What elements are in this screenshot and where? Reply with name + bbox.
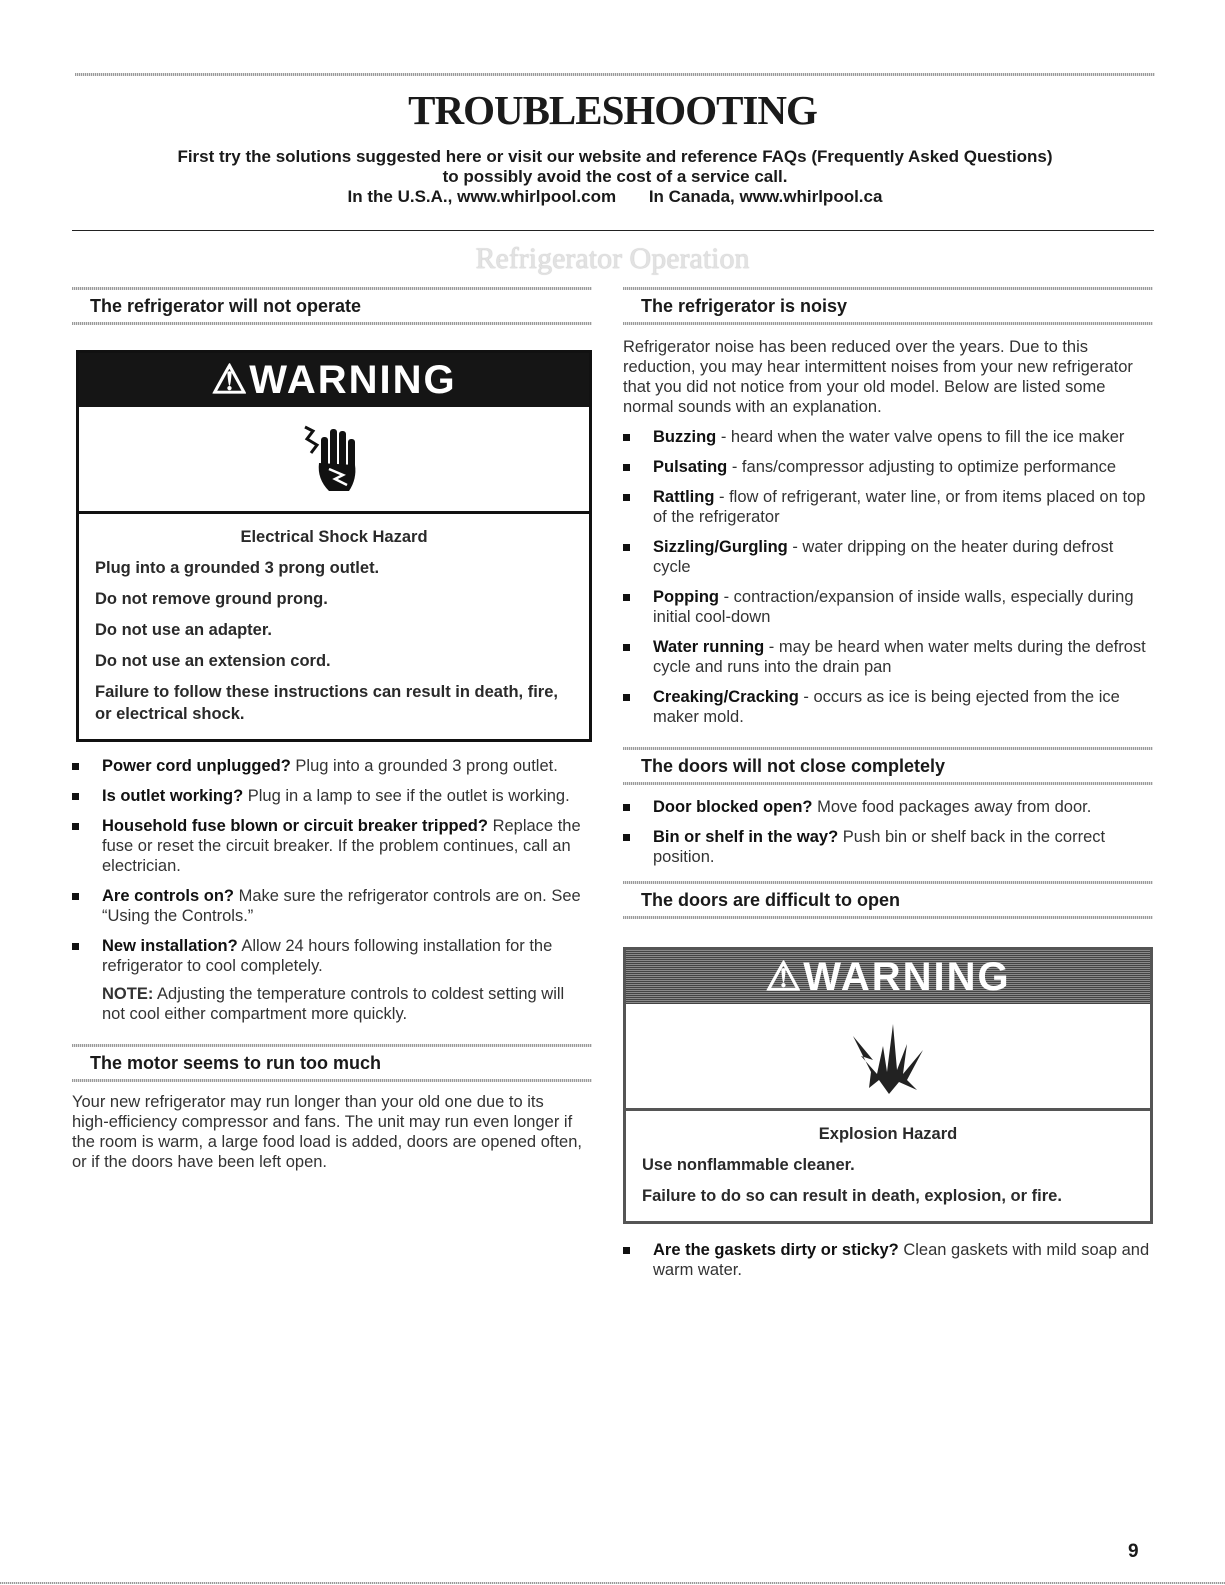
item-answer: - contraction/expansion of inside walls, especially during initial cool-down (653, 588, 1134, 626)
item-answer: Plug into a grounded 3 prong outlet. (290, 757, 558, 775)
canada-website: In Canada, www.whirlpool.ca (648, 187, 883, 206)
list-item (72, 816, 584, 876)
list-item (623, 537, 1153, 577)
warning-label: ⚠WARNING (79, 353, 589, 407)
item-question: Water running (653, 638, 765, 656)
section-title: Refrigerator Operation (475, 242, 750, 275)
hatch-rule (623, 782, 1153, 785)
usa-website: In the U.S.A., www.whirlpool.com (347, 187, 617, 206)
list-item (72, 936, 584, 976)
item-answer: - may be heard when water melts during the defrost cycle and runs into the drain pan (653, 638, 1146, 676)
top-hatched-rule (75, 73, 1155, 76)
item-question: Are the gaskets dirty or sticky? (653, 1241, 899, 1259)
list-item (72, 886, 584, 926)
list-item (72, 756, 584, 776)
warning-line: Plug into a grounded 3 prong outlet. (95, 559, 380, 577)
item-answer: Push bin or shelf back in the correct position. (653, 828, 1106, 866)
item-question: Creaking/Cracking (653, 688, 799, 706)
list-item (623, 637, 1153, 677)
intro-line-2: to possibly avoid the cost of a service call. (442, 167, 788, 186)
warning-line: Do not remove ground prong. (95, 590, 328, 608)
left-column (72, 287, 592, 1172)
list-item (623, 427, 1153, 447)
item-answer: Plug in a lamp to see if the outlet is working. (243, 787, 570, 805)
intro-line-1: First try the solutions suggested here or visit our website and reference FAQs (Frequently Asked Questions) (177, 147, 1053, 166)
note-label: NOTE: (102, 985, 154, 1003)
warning-line: Use nonflammable cleaner. (642, 1156, 855, 1174)
item-answer: - flow of refrigerant, water line, or from items placed on top of the refrigerator (653, 488, 1146, 526)
item-question: Is outlet working? (102, 787, 244, 805)
list-item (623, 1240, 1153, 1280)
heading-doors-close (623, 747, 1153, 785)
electrical-shock-hand-icon (299, 419, 369, 499)
doors-open-list (623, 1240, 1153, 1280)
page-title: TROUBLESHOOTING (408, 87, 817, 133)
warning-icon-area (626, 1004, 1150, 1111)
item-answer: Allow 24 hours following installation for the refrigerator to cool completely. (102, 937, 553, 975)
item-question: Are controls on? (102, 887, 235, 905)
hatch-rule (623, 916, 1153, 919)
hazard-title: Explosion Hazard (818, 1125, 958, 1143)
list-item (623, 587, 1153, 627)
hatch-rule (72, 322, 592, 325)
hatch-rule (623, 322, 1153, 325)
item-question: Bin or shelf in the way? (653, 828, 839, 846)
hatch-rule (72, 1079, 592, 1082)
list-item (623, 487, 1153, 527)
item-answer: Move food packages away from door. (812, 798, 1092, 816)
warning-line: Failure to follow these instructions can result in death, fire, or electrical shock. (95, 683, 558, 723)
list-item (623, 797, 1153, 817)
section-rule (72, 230, 1154, 231)
explosion-icon (843, 1016, 933, 1096)
item-question: Popping (653, 588, 719, 606)
heading-text: The doors are difficult to open (641, 890, 901, 910)
explosion-warning-box (623, 947, 1153, 1224)
intro-text (75, 147, 1155, 207)
item-question: Pulsating (653, 458, 728, 476)
warning-icon-area (79, 407, 589, 514)
noisy-intro: Refrigerator noise has been reduced over the years. Due to this reduction, you may hear intermittent noises from your new refrigerator that you did not notice from your old model. Below are listed some normal sounds with an explanation. (623, 338, 1133, 416)
page-number: 9 (1128, 1541, 1139, 1562)
heading-not-operate (72, 287, 592, 325)
warning-line: Do not use an extension cord. (95, 652, 331, 670)
heading-doors-open (623, 881, 1153, 919)
item-answer: Replace the fuse or reset the circuit breaker. If the problem continues, call an electrician. (102, 817, 581, 875)
note (102, 984, 592, 1024)
hazard-title: Electrical Shock Hazard (240, 528, 428, 546)
heading-noisy (623, 287, 1153, 325)
list-item (623, 457, 1153, 477)
heading-text: The doors will not close completely (641, 756, 946, 776)
item-question: New installation? (102, 937, 238, 955)
heading-text: The refrigerator is noisy (641, 296, 848, 316)
noisy-list (623, 427, 1153, 727)
item-answer: Make sure the refrigerator controls are on. See “Using the Controls.” (102, 887, 581, 925)
electrical-warning-box (76, 350, 592, 742)
item-question: Household fuse blown or circuit breaker tripped? (102, 817, 488, 835)
list-item (623, 687, 1153, 727)
item-answer: - heard when the water valve opens to fill the ice maker (716, 428, 1125, 446)
doors-close-list (623, 797, 1153, 867)
motor-text: Your new refrigerator may run longer than your old one due to its high-efficiency compressor and fans. The unit may run even longer if the room is warm, a large food load is added, doors are opened often, or if the doors have been left open. (72, 1093, 582, 1171)
bottom-hatched-rule (0, 1582, 1225, 1584)
heading-motor (72, 1044, 592, 1082)
item-question: Door blocked open? (653, 798, 813, 816)
item-answer: - occurs as ice is being ejected from the ice maker mold. (653, 688, 1120, 726)
item-question: Sizzling/Gurgling (653, 538, 788, 556)
list-item (623, 827, 1153, 867)
warning-body (626, 1111, 1150, 1221)
heading-text: The refrigerator will not operate (90, 296, 362, 316)
warning-line: Failure to do so can result in death, explosion, or fire. (642, 1187, 1062, 1205)
list-item (72, 786, 584, 806)
heading-text: The motor seems to run too much (90, 1053, 382, 1073)
warning-line: Do not use an adapter. (95, 621, 272, 639)
item-question: Rattling (653, 488, 715, 506)
item-question: Power cord unplugged? (102, 757, 291, 775)
note-text: Adjusting the temperature controls to coldest setting will not cool either compartment more quickly. (102, 985, 565, 1023)
item-question: Buzzing (653, 428, 717, 446)
item-answer: - water dripping on the heater during defrost cycle (653, 538, 1114, 576)
not-operate-list (72, 756, 592, 976)
item-answer: Clean gaskets with mild soap and warm water. (653, 1241, 1150, 1279)
right-column (623, 287, 1153, 1290)
intro-line-3 (75, 187, 1155, 207)
warning-label: ⚠WARNING (626, 950, 1150, 1004)
item-answer: - fans/compressor adjusting to optimize performance (727, 458, 1117, 476)
warning-body (79, 514, 589, 739)
